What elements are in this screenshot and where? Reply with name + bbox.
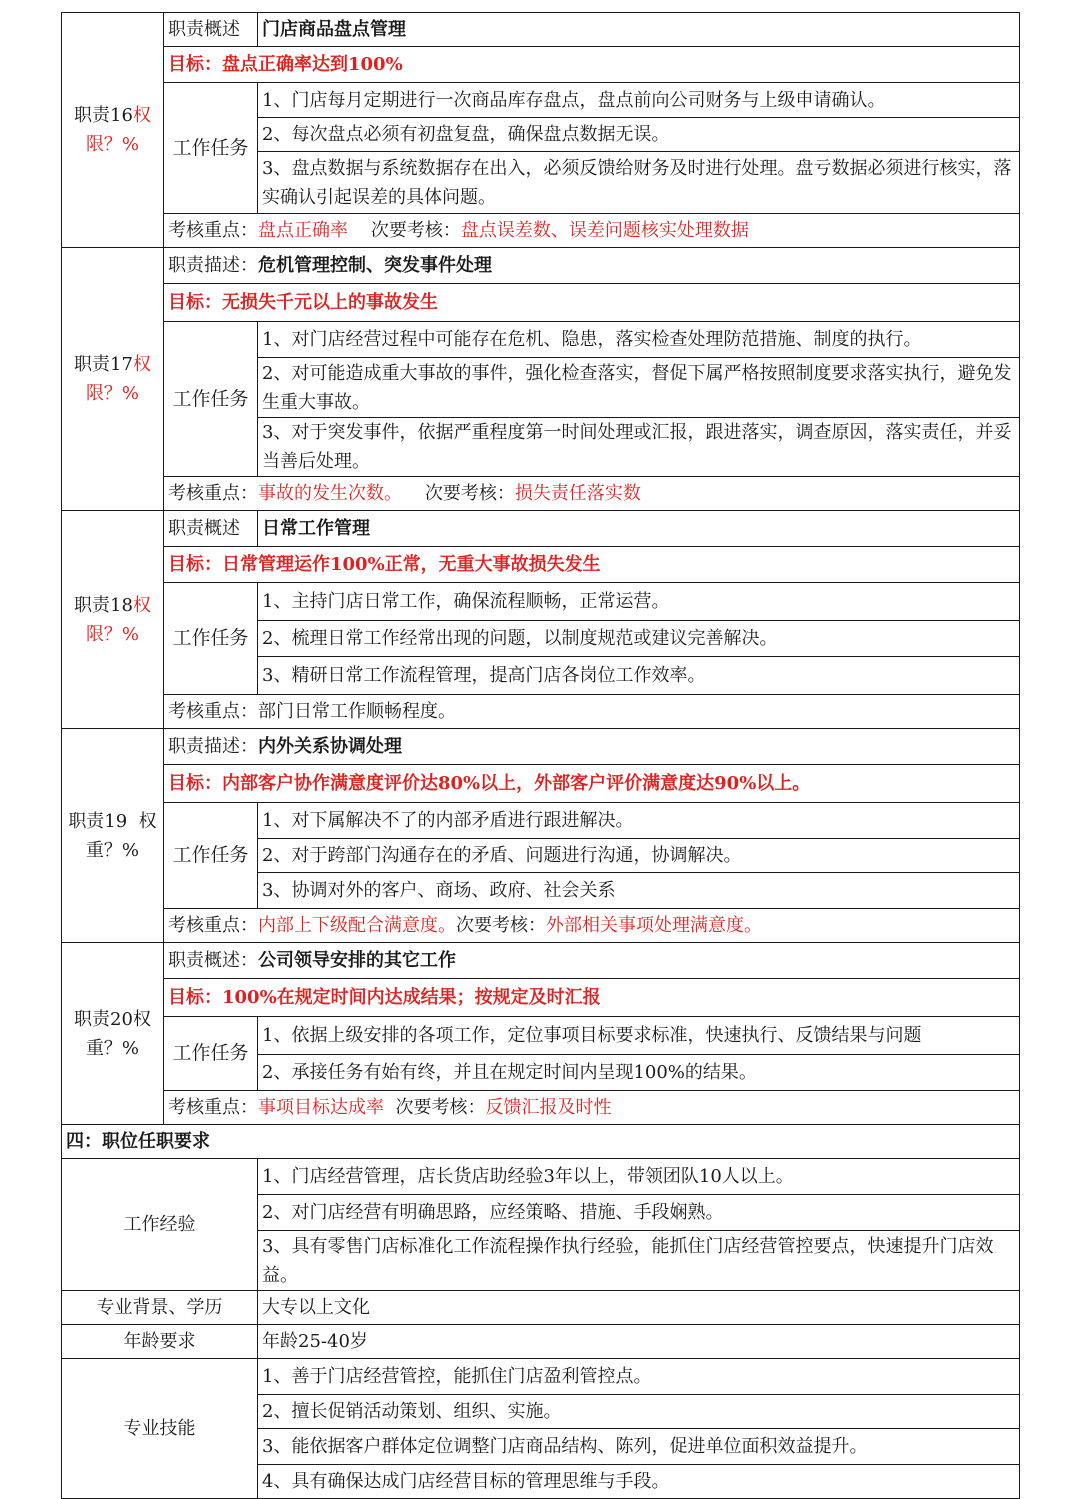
desc-text: 公司领导安排的其它工作: [258, 950, 456, 971]
desc-label: 职责概述：: [168, 950, 258, 971]
desc-row: [164, 248, 1020, 284]
desc-label: 职责概述: [164, 511, 258, 547]
secondary-value: 盘点误差数、误差问题核实处理数据: [460, 220, 749, 241]
assessment-row: [164, 477, 1020, 511]
responsibility-label: [62, 13, 164, 248]
task-item: 2、对于跨部门沟通存在的矛盾、问题进行沟通，协调解决。: [258, 839, 1020, 873]
desc-text: 门店商品盘点管理: [258, 13, 1020, 47]
age-label: 年龄要求: [62, 1325, 258, 1359]
experience-item: 1、门店经营管理，店长货店助经验3年以上，带领团队10人以上。: [258, 1159, 1020, 1195]
task-item: 2、对可能造成重大事故的事件，强化检查落实，督促下属严格按照制度要求落实执行，避免发生重大事故。: [258, 358, 1020, 418]
responsibility-label: [62, 248, 164, 511]
experience-item: 3、具有零售门店标准化工作流程操作执行经验，能抓住门店经营管控要点，快速提升门店效益。: [258, 1231, 1020, 1291]
task-label: 工作任务: [164, 803, 258, 909]
task-item: 2、承接任务有始有终，并且在规定时间内呈现100%的结果。: [258, 1055, 1020, 1091]
key-label: 考核重点：: [168, 915, 258, 936]
key-value: 部门日常工作顺畅程度。: [258, 701, 456, 722]
secondary-value: 外部相关事项处理满意度。: [546, 915, 762, 936]
task-label: 工作任务: [164, 1017, 258, 1091]
resp-label-main: 职责18: [74, 594, 133, 616]
skills-item: 4、具有确保达成门店经营目标的管理思维与手段。: [258, 1465, 1020, 1499]
section-title: 四：职位任职要求: [62, 1125, 1020, 1159]
skills-item: 3、能依据客户群体定位调整门店商品结构、陈列，促进单位面积效益提升。: [258, 1429, 1020, 1465]
resp-label-weight: 限？%: [85, 623, 140, 645]
goal-text: 目标：日常管理运作100%正常，无重大事故损失发生: [164, 547, 1020, 583]
experience-label: 工作经验: [62, 1159, 258, 1291]
skills-label: 专业技能: [62, 1359, 258, 1499]
desc-label: 职责概述: [164, 13, 258, 47]
resp-label-main: 职责16: [74, 105, 133, 126]
secondary-label: 次要考核：: [456, 915, 546, 936]
secondary-value: 损失责任落实数: [514, 483, 641, 504]
key-label: 考核重点：: [168, 483, 258, 504]
key-label: 考核重点：: [168, 701, 258, 722]
responsibility-label: [62, 943, 164, 1125]
task-item: 1、主持门店日常工作，确保流程顺畅，正常运营。: [258, 583, 1020, 621]
key-label: 考核重点：: [168, 220, 258, 241]
resp-label-weight: 限？%: [85, 383, 140, 404]
secondary-label: 次要考核：: [424, 483, 515, 504]
secondary-label: 次要考核：: [395, 1097, 486, 1118]
key-value: 事项目标达成率: [258, 1097, 384, 1118]
skills-item: 1、善于门店经营管控，能抓住门店盈利管控点。: [258, 1359, 1020, 1395]
responsibility-label: [62, 729, 164, 943]
task-item: 3、精研日常工作流程管理，提高门店各岗位工作效率。: [258, 657, 1020, 695]
resp-label-tail: 权: [132, 594, 151, 616]
skills-item: 2、擅长促销活动策划、组织、实施。: [258, 1395, 1020, 1429]
resp-label-main: 职责19: [68, 810, 128, 832]
responsibility-label: [62, 511, 164, 729]
desc-text: 内外关系协调处理: [258, 736, 402, 757]
age-value: 年龄25-40岁: [258, 1325, 1020, 1359]
key-value: 盘点正确率: [258, 220, 348, 241]
assessment-row: [164, 1091, 1020, 1125]
task-item: 3、协调对外的客户、商场、政府、社会关系: [258, 873, 1020, 909]
assessment-row: [164, 695, 1020, 729]
desc-label: 职责描述：: [168, 736, 258, 757]
desc-row: [164, 729, 1020, 765]
education-value: 大专以上文化: [258, 1291, 1020, 1325]
resp-label-weight: 限？%: [85, 134, 140, 155]
task-label: 工作任务: [164, 322, 258, 477]
desc-text: 危机管理控制、突发事件处理: [258, 255, 492, 276]
task-item: 1、对门店经营过程中可能存在危机、隐患，落实检查处理防范措施、制度的执行。: [258, 322, 1020, 358]
task-item: 1、依据上级安排的各项工作，定位事项目标要求标准，快速执行、反馈结果与问题: [258, 1017, 1020, 1055]
experience-item: 2、对门店经营有明确思路，应经策略、措施、手段娴熟。: [258, 1195, 1020, 1231]
resp-label-weight: 重？%: [85, 1037, 140, 1059]
key-label: 考核重点：: [168, 1097, 258, 1118]
task-item: 3、盘点数据与系统数据存在出入，必须反馈给财务及时进行处理。盘亏数据必须进行核实，落实确认引起误差的具体问题。: [258, 152, 1020, 214]
task-item: 1、对下属解决不了的内部矛盾进行跟进解决。: [258, 803, 1020, 839]
goal-text: 目标：100%在规定时间内达成结果；按规定及时汇报: [164, 979, 1020, 1017]
resp-label-tail: 权: [132, 1008, 151, 1030]
resp-label-tail: 权: [138, 810, 157, 832]
job-requirements-table: [61, 12, 1020, 1499]
task-item: 1、门店每月定期进行一次商品库存盘点，盘点前向公司财务与上级申请确认。: [258, 83, 1020, 118]
goal-text: 目标：无损失千元以上的事故发生: [164, 284, 1020, 322]
task-label: 工作任务: [164, 583, 258, 695]
secondary-value: 反馈汇报及时性: [485, 1097, 612, 1118]
task-label: 工作任务: [164, 83, 258, 214]
key-value: 事故的发生次数。: [258, 483, 402, 504]
secondary-label: 次要考核：: [370, 220, 461, 241]
assessment-row: [164, 909, 1020, 943]
key-value: 内部上下级配合满意度。: [258, 915, 456, 936]
task-item: 2、每次盘点必须有初盘复盘，确保盘点数据无误。: [258, 118, 1020, 152]
goal-text: 目标：内部客户协作满意度评价达80%以上，外部客户评价满意度达90%以上。: [164, 765, 1020, 803]
goal-text: 目标：盘点正确率达到100%: [164, 47, 1020, 83]
education-label: 专业背景、学历: [62, 1291, 258, 1325]
desc-label: 职责描述：: [168, 255, 258, 276]
resp-label-tail: 权: [132, 105, 151, 126]
resp-label-tail: 权: [132, 354, 151, 375]
task-item: 2、梳理日常工作经常出现的问题，以制度规范或建议完善解决。: [258, 621, 1020, 657]
resp-label-main: 职责17: [74, 354, 133, 375]
desc-row: [164, 943, 1020, 979]
resp-label-main: 职责20: [74, 1008, 133, 1030]
desc-text: 日常工作管理: [258, 511, 1020, 547]
task-item: 3、对于突发事件，依据严重程度第一时间处理或汇报，跟进落实，调查原因，落实责任，并妥当善后处理。: [258, 418, 1020, 477]
assessment-row: [164, 214, 1020, 248]
resp-label-weight: 重？%: [85, 839, 140, 861]
